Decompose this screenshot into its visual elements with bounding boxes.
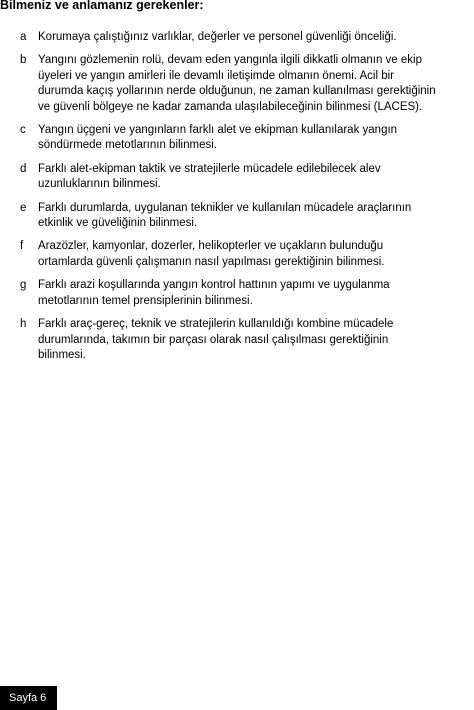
item-text: Arazözler, kamyonlar, dozerler, helikopterler ve uçakların bulunduğu ortamlarda güvenli çalışmanın nasıl yapılması gerektiğinin bilinmesi. bbox=[38, 240, 385, 268]
item-text: Farklı alet-ekipman taktik ve stratejilerle mücadele edilebilecek alev uzunluklarının bilinmesi. bbox=[38, 162, 381, 191]
list-item-b bbox=[0, 53, 474, 115]
list-item-c bbox=[0, 123, 474, 154]
item-letter: b bbox=[20, 54, 27, 67]
item-letter: h bbox=[20, 318, 27, 331]
item-letter: e bbox=[20, 201, 27, 214]
list-item-h bbox=[0, 317, 474, 363]
item-letter: g bbox=[20, 279, 27, 292]
list-item-a bbox=[0, 30, 474, 45]
knowledge-list bbox=[0, 30, 474, 371]
item-text: Farklı durumlarda, uygulanan teknikler ve kullanılan mücadele araçlarının etkinlik ve güveliğinin bilinmesi. bbox=[38, 201, 412, 230]
section-heading: Bilmeniz ve anlamanız gerekenler: bbox=[0, 0, 204, 12]
item-text: Farklı arazi koşullarında yangın kontrol hattının yapımı ve uygulanma metotlarının temel prensiplerinin bilinmesi. bbox=[38, 279, 390, 307]
list-item-f bbox=[0, 239, 474, 270]
item-text: Farklı araç-gereç, teknik ve stratejilerin kullanıldığı kombine mücadele durumlarında, takımın bir parçası olarak nasıl çalışılması gerektiğinin bilinmesi. bbox=[38, 318, 394, 361]
list-item-e bbox=[0, 201, 474, 232]
item-letter: f bbox=[20, 240, 24, 253]
page-number-tab: Sayfa 6 bbox=[0, 686, 57, 710]
list-item-g bbox=[0, 278, 474, 309]
item-text: Yangın üçgeni ve yangınların farklı alet ve ekipman kullanılarak yangın söndürmede metotlarının bilinmesi. bbox=[38, 124, 398, 152]
item-letter: c bbox=[20, 124, 26, 137]
item-text: Korumaya çalıştığınız varlıklar, değerler ve personel güvenliği önceliği. bbox=[38, 31, 397, 43]
list-item-d bbox=[0, 162, 474, 193]
item-letter: d bbox=[20, 162, 27, 175]
item-letter: a bbox=[20, 31, 27, 43]
item-text: Yangını gözlemenin rolü, devam eden yangınla ilgili dikkatli olmanın ve ekip üyeleri ve yangın amirleri ile devamlı iletişimde olmanın önemi. Acil bir durumda kaçış yollarının nerde olduğunun, ne zaman kullanılması gerektiğinin ve güvenli bölgeye ne kadar zamanda ulaşılabileceğinin bilinmesi (LACES). bbox=[38, 54, 436, 113]
